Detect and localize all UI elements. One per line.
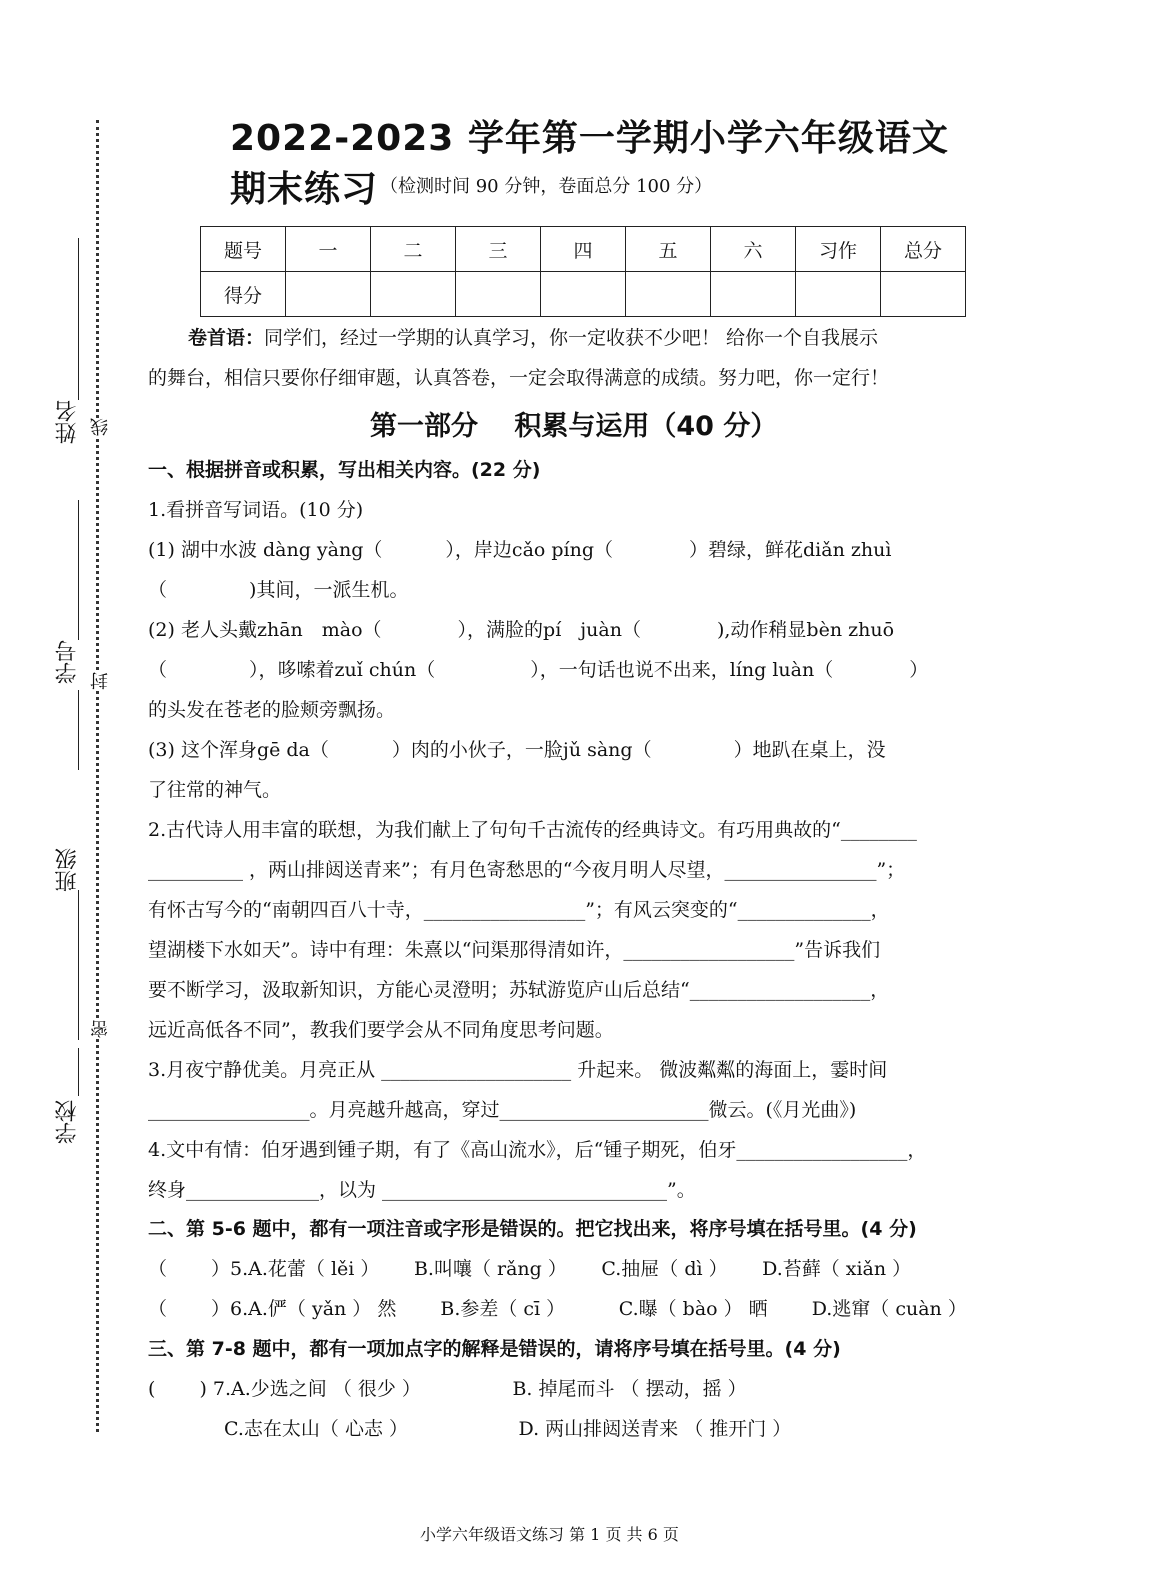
preface-text-2: 的舞台，相信只要你仔细审题，认真答卷，一定会取得满意的成绩。努力吧，你一定行！ bbox=[148, 367, 890, 389]
choice-line: （ ）6.A.俨（ yǎn ） 然 B.参差（ cī ） C.曝（ bào ） 晒 D.逃窜（ cuàn ） bbox=[148, 1298, 967, 1320]
question-line: 了往常的神气。 bbox=[148, 779, 282, 801]
question-line: (3) 这个浑身gē da（ ）肉的小伙子，一脸jǔ sàng（ ）地趴在桌上，没 bbox=[148, 739, 886, 761]
binding-dotted-line bbox=[96, 120, 99, 1432]
score-table-score-row bbox=[201, 272, 966, 317]
secret-tick-label: 密 bbox=[88, 1020, 114, 1038]
student-number-blank-line[interactable] bbox=[78, 500, 79, 640]
preface bbox=[148, 318, 1020, 398]
question-line: 终身______________，以为 ______________________________”。 bbox=[148, 1179, 696, 1201]
question-line: _________________。月亮越升越高，穿过______________________微云。(《月光曲》) bbox=[148, 1099, 857, 1121]
score-cell: 五 bbox=[626, 227, 711, 272]
school-blank-line[interactable] bbox=[78, 1048, 79, 1096]
score-cell: 一 bbox=[286, 227, 371, 272]
question-line: (2) 老人头戴zhān mào（ ），满脸的pí juàn（ ),动作稍显bèn zhuō bbox=[148, 619, 895, 641]
score-input-cell[interactable] bbox=[371, 272, 456, 317]
school-label: 学校 bbox=[55, 1100, 80, 1144]
score-table bbox=[200, 226, 966, 317]
question-line: 的头发在苍老的脸颊旁飘扬。 bbox=[148, 699, 396, 721]
question-line: 1.看拼音写词语。(10 分) bbox=[148, 499, 364, 521]
score-cell: 得分 bbox=[201, 272, 286, 317]
score-cell: 习作 bbox=[796, 227, 881, 272]
question-line: 远近高低各不同”，教我们要学会从不同角度思考问题。 bbox=[148, 1019, 614, 1041]
page-footer: 小学六年级语文练习 第 1 页 共 6 页 bbox=[420, 1525, 679, 1544]
page-title: 2022-2023 学年第一学期小学六年级语文期末练习 bbox=[230, 118, 949, 210]
binding-margin bbox=[0, 0, 140, 1594]
question-line: 望湖楼下水如天”。诗中有理：朱熹以“问渠那得清如许，__________________”告诉我们 bbox=[148, 939, 881, 961]
score-cell: 题号 bbox=[201, 227, 286, 272]
part-one-heading: 第一部分 积累与运用（40 分） bbox=[370, 411, 778, 442]
score-cell: 二 bbox=[371, 227, 456, 272]
question-line: 有怀古写今的“南朝四百八十寺，_________________”；有风云突变的“______________， bbox=[148, 899, 890, 921]
section-three-heading: 三、第 7-8 题中，都有一项加点字的解释是错误的，请将序号填在括号里。(4 分) bbox=[148, 1338, 841, 1360]
question-line: __________ ，两山排闼送青来”；有月色寄愁思的“今夜月明人尽望，________________”； bbox=[148, 859, 906, 881]
section-two-heading: 二、第 5-6 题中，都有一项注音或字形是错误的。把它找出来，将序号填在括号里。(4 分) bbox=[148, 1218, 917, 1240]
score-input-cell[interactable] bbox=[796, 272, 881, 317]
choice-line: ( ) 7.A.少选之间 （ 很少 ） B. 掉尾而斗 （ 摆动，摇 ） bbox=[148, 1378, 747, 1400]
score-input-cell[interactable] bbox=[286, 272, 371, 317]
choice-line: C.志在太山（ 心志 ） D. 两山排闼送青来 （ 推开门 ） bbox=[148, 1418, 792, 1440]
preface-text-1: 同学们，经过一学期的认真学习，你一定收获不少吧！ 给你一个自我展示 bbox=[264, 327, 879, 349]
question-line: (1) 湖中水波 dàng yàng（ ），岸边cǎo píng（ ）碧绿，鲜花diǎn zhuì bbox=[148, 539, 892, 561]
seal-tick-label: 封 bbox=[88, 672, 114, 690]
preface-label: 卷首语： bbox=[188, 327, 265, 349]
score-cell: 总分 bbox=[881, 227, 966, 272]
score-input-cell[interactable] bbox=[456, 272, 541, 317]
student-number-blank-line-2 bbox=[78, 690, 79, 770]
score-input-cell[interactable] bbox=[881, 272, 966, 317]
name-label: 姓名 bbox=[55, 400, 80, 444]
question-line: （ ），哆嗦着zuǐ chún（ ），一句话也说不出来，líng luàn（ ） bbox=[148, 659, 929, 681]
question-line: （ )其间，一派生机。 bbox=[148, 579, 409, 601]
student-number-label: 学号 bbox=[55, 640, 80, 684]
choice-line: （ ）5.A.花蕾（ lěi ） B.叫嚷（ rǎng ） C.抽屉（ dì ） D.苔藓（ xiǎn ） bbox=[148, 1258, 912, 1280]
class-label: 班级 bbox=[55, 848, 80, 892]
question-line: 2.古代诗人用丰富的联想，为我们献上了句句千古流传的经典诗文。有巧用典故的“________ bbox=[148, 819, 917, 841]
score-input-cell[interactable] bbox=[626, 272, 711, 317]
question-line: 4.文中有情：伯牙遇到锺子期，有了《高山流水》，后“锺子期死，伯牙__________________， bbox=[148, 1139, 927, 1161]
class-blank-line[interactable] bbox=[78, 890, 79, 1040]
score-input-cell[interactable] bbox=[541, 272, 626, 317]
score-cell: 四 bbox=[541, 227, 626, 272]
question-line: 3.月夜宁静优美。月亮正从 ____________________ 升起来。 微波粼粼的海面上，霎时间 bbox=[148, 1059, 888, 1081]
question-line: 要不断学习，汲取新知识，方能心灵澄明；苏轼游览庐山后总结“___________________， bbox=[148, 979, 890, 1001]
score-cell: 六 bbox=[711, 227, 796, 272]
score-cell: 三 bbox=[456, 227, 541, 272]
score-input-cell[interactable] bbox=[711, 272, 796, 317]
exam-info: （检测时间 90 分钟，卷面总分 100 分） bbox=[380, 176, 713, 197]
name-blank-line[interactable] bbox=[78, 238, 79, 400]
line-tick-label: 线 bbox=[88, 418, 114, 436]
score-table-header-row bbox=[201, 227, 966, 272]
section-one-heading: 一、根据拼音或积累，写出相关内容。(22 分) bbox=[148, 459, 541, 481]
